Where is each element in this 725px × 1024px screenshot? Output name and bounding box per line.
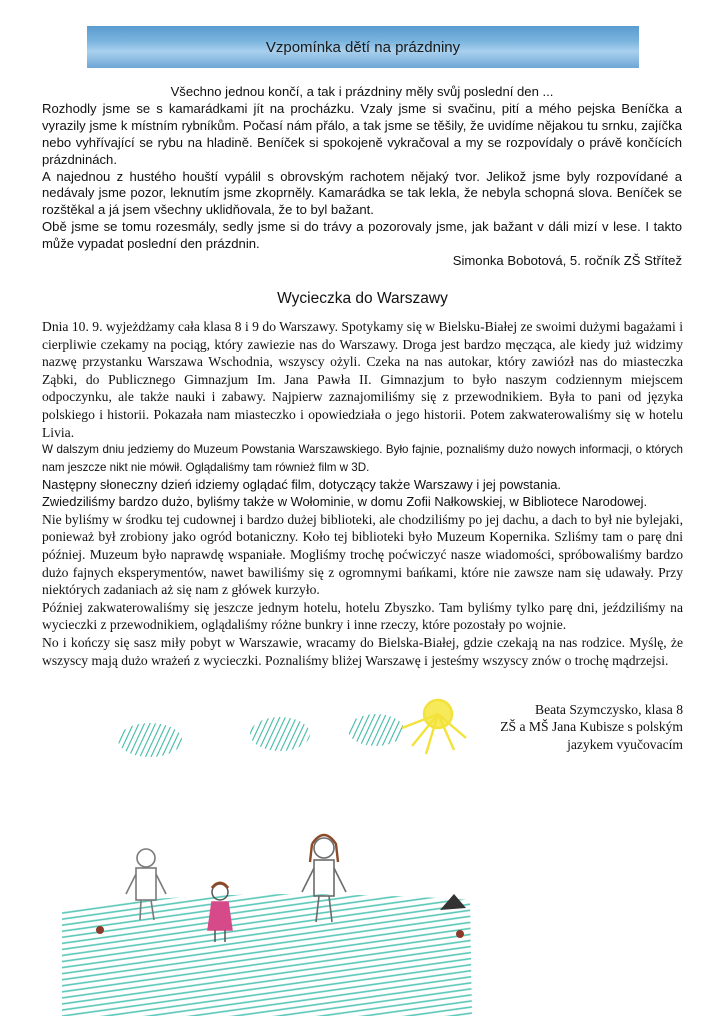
title-banner: [87, 26, 639, 68]
czech-story: [42, 84, 682, 270]
cloud-icon: [348, 714, 404, 746]
stone-icon: [96, 926, 104, 934]
polish-paragraph: No i kończy się sasz miły pobyt w Warszawie, wracamy do Bielska-Białej, gdzie czekają na nas rodzice. Myślę, że wszyscy mają dużo wrażeń z wycieczki. Poznaliśmy bliżej Warszawę i jesteśmy wszyscy znów o trochę mądrzejsi.: [42, 634, 683, 668]
polish-story-title: Wycieczka do Warszawy: [277, 290, 448, 307]
polish-paragraph: W dalszym dniu jedziemy do Muzeum Powstania Warszawskiego. Było fajnie, poznaliśmy dużo nowych informacji, o których nam jeszcze nikt nie mówił. Oglądaliśmy tam również film w 3D.: [42, 443, 683, 474]
polish-paragraph: Później zakwaterowaliśmy się jeszcze jednym hotelu, hotelu Zbyszko. Tam byliśmy tylko parę dni, jeździliśmy na wycieczki z przewodnikiem, oglądaliśmy różne bunkry i inne rzeczy, które pozostały po wojnie.: [42, 599, 683, 633]
polish-paragraph: Dnia 10. 9. wyjeżdżamy cała klasa 8 i 9 do Warszawy. Spotykamy się w Bielsku-Białej ze swoimi dużymi bagażami i cierpliwie czekamy na pociąg, który zawiezie nas do Warszawy. Droga jest bardzo męcząca, ale kiedy już widzimy nazwę przystanku Warszawa Wschodnia, wszyscy ożyli. Czeka na nas autokar, który zawiózł nas do miasteczka Ząbki, do Publicznego Gimnazjum Im. Jana Pawła II. Gimnazjum to było naszym codziennym miejscem odpoczynku, ale także nauki i zabawy. Najpierw zaznajomiliśmy się z przewodnikiem. Była to pani od języka polskiego i historii. Pokazała nam miasteczko i opowiedziała o jego historii. Potem zakwaterowaliśmy się w hotelu Livia.: [42, 319, 683, 440]
polish-signature: [500, 701, 683, 753]
child-drawing: [62, 698, 482, 1018]
page-title: Vzpomínka dětí na prázdniny: [265, 38, 461, 56]
signature-line: jazykem vyučovacím: [567, 736, 683, 752]
signature-line: Beata Szymczysko, klasa 8: [535, 702, 683, 717]
cloud-icon: [250, 717, 310, 751]
cloud-icon: [118, 723, 182, 757]
signature-line: ZŠ a MŠ Jana Kubisze s polským: [500, 719, 683, 735]
czech-paragraph: A najednou z hustého houští vypálil s obrovským rachotem nějaký tvor. Jelikož jsme byly rozpovídané a nedávaly jsme pozor, leknutím jsme zkoprněly. Kamarádka se tak lekla, že nebyla schopná slova. Beníček se rozštěkal a já jsem všechny uklidňovala, že to byl bažant.: [42, 168, 682, 218]
stone-icon: [456, 930, 464, 938]
czech-paragraph: Obě jsme se tomu rozesmály, sedly jsme si do trávy a pozorovaly jsme, jak bažant v dáli mizí v lese. I takto může vypadat poslední den prázdnin.: [42, 219, 682, 252]
czech-signature: Simonka Bobotová, 5. ročník ZŠ Střítež: [452, 253, 682, 269]
czech-paragraph: Rozhodly jsme se s kamarádkami jít na procházku. Vzaly jsme si svačinu, pití a mého pejska Beníčka a vyrazily jsme k místním rybníkům. Počasí nám přálo, a tak jsme se těšily, že uvidíme nějakou tu srnku, zajíčka nebo vyhřívající se rybu na hladině. Beníček si spokojeně vykračoval a my se rozpovídaly o právě končících prázdninách.: [42, 100, 682, 167]
polish-paragraph: Następny słoneczny dzień idziemy oglądać film, dotyczący także Warszawy i jej powstania.: [42, 476, 561, 492]
sea-area: [62, 894, 472, 1016]
czech-paragraph: Všechno jednou končí, a tak i prázdniny měly svůj poslední den ...: [170, 84, 554, 99]
polish-paragraph: Nie byliśmy w środku tej cudownej i bardzo dużej biblioteki, ale chodziliśmy po jej dachu, a dach to był nie bylejaki, ponieważ był zrobiony jako ogród botaniczny. Koło tej biblioteki było Muzeum Kopernika. Szliśmy tam o parę dni później. Muzeum było naprawdę wspaniałe. Mogliśmy trochę poćwiczyć nasze wiadomości, spróbowaliśmy bardzo dużo fajnych eksperymentów, nawet bawiliśmy się z ogromnymi bańkami, które nie zawsze nam się udawały. Przy niektórych zadaniach aż się nam z główek kurzyło.: [42, 511, 683, 598]
sun-icon: [402, 700, 466, 754]
polish-story: [42, 318, 683, 669]
polish-paragraph: Zwiedziliśmy bardzo dużo, byliśmy także w Wołominie, w domu Zofii Nałkowskiej, w Bibliotece Narodowej.: [42, 494, 648, 510]
